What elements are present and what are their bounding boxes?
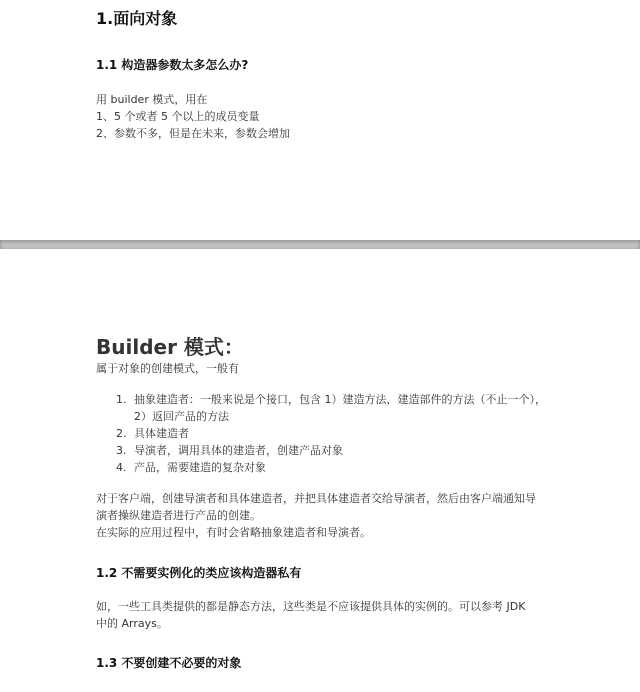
builder-intro xyxy=(96,360,556,377)
text-line: 抽象建造者：一般来说是个接口，包含 1）建造方法，建造部件的方法（不止一个）， xyxy=(134,393,546,406)
builder-pattern-title: Builder 模式： xyxy=(96,335,244,359)
text-line: 用 builder 模式，用在 xyxy=(96,93,208,106)
text-line: 2、参数不多，但是在未来，参数会增加 xyxy=(96,127,290,140)
text-line: 导演者，调用具体的建造者，创建产品对象 xyxy=(134,444,343,457)
list-item xyxy=(96,442,556,459)
document-page-1 xyxy=(0,0,640,240)
heading-section-1-2: 1.2 不需要实例化的类应该构造器私有 xyxy=(96,566,302,580)
text-line: 产品，需要建造的复杂对象 xyxy=(134,461,266,474)
text-line: 具体建造者 xyxy=(134,427,189,440)
text-line: 演者操纵建造者进行产品的创建。 xyxy=(96,509,261,522)
section-1-1-body xyxy=(96,91,556,142)
text-line: 在实际的应用过程中，有时会省略抽象建造者和导演者。 xyxy=(96,526,371,539)
text-line: 如，一些工具类提供的都是静态方法，这些类是不应该提供具体的实例的。可以参考 JDK xyxy=(96,600,526,613)
client-paragraph xyxy=(96,490,556,541)
text-line: 对于客户端，创建导演者和具体建造者，并把具体建造者交给导演者，然后由客户端通知导 xyxy=(96,492,536,505)
list-number: 1. xyxy=(116,393,127,406)
page-separator xyxy=(0,240,640,249)
list-item xyxy=(96,425,556,442)
heading-section-1-3: 1.3 不要创建不必要的对象 xyxy=(96,656,242,670)
list-number: 3. xyxy=(116,444,127,457)
text-line: 属于对象的创建模式，一般有 xyxy=(96,362,239,375)
list-number: 4. xyxy=(116,461,127,474)
heading-object-oriented: 1.面向对象 xyxy=(96,9,178,28)
section-1-2-body xyxy=(96,598,556,632)
list-item xyxy=(96,459,556,476)
text-line: 1、5 个或者 5 个以上的成员变量 xyxy=(96,110,260,123)
text-line: 中的 Arrays。 xyxy=(96,617,168,630)
heading-section-1-1: 1.1 构造器参数太多怎么办? xyxy=(96,58,249,72)
list-number: 2. xyxy=(116,427,127,440)
text-line: 2）返回产品的方法 xyxy=(134,410,229,423)
document-page-2 xyxy=(0,249,640,692)
builder-roles-list xyxy=(96,391,556,476)
list-item xyxy=(96,391,556,425)
